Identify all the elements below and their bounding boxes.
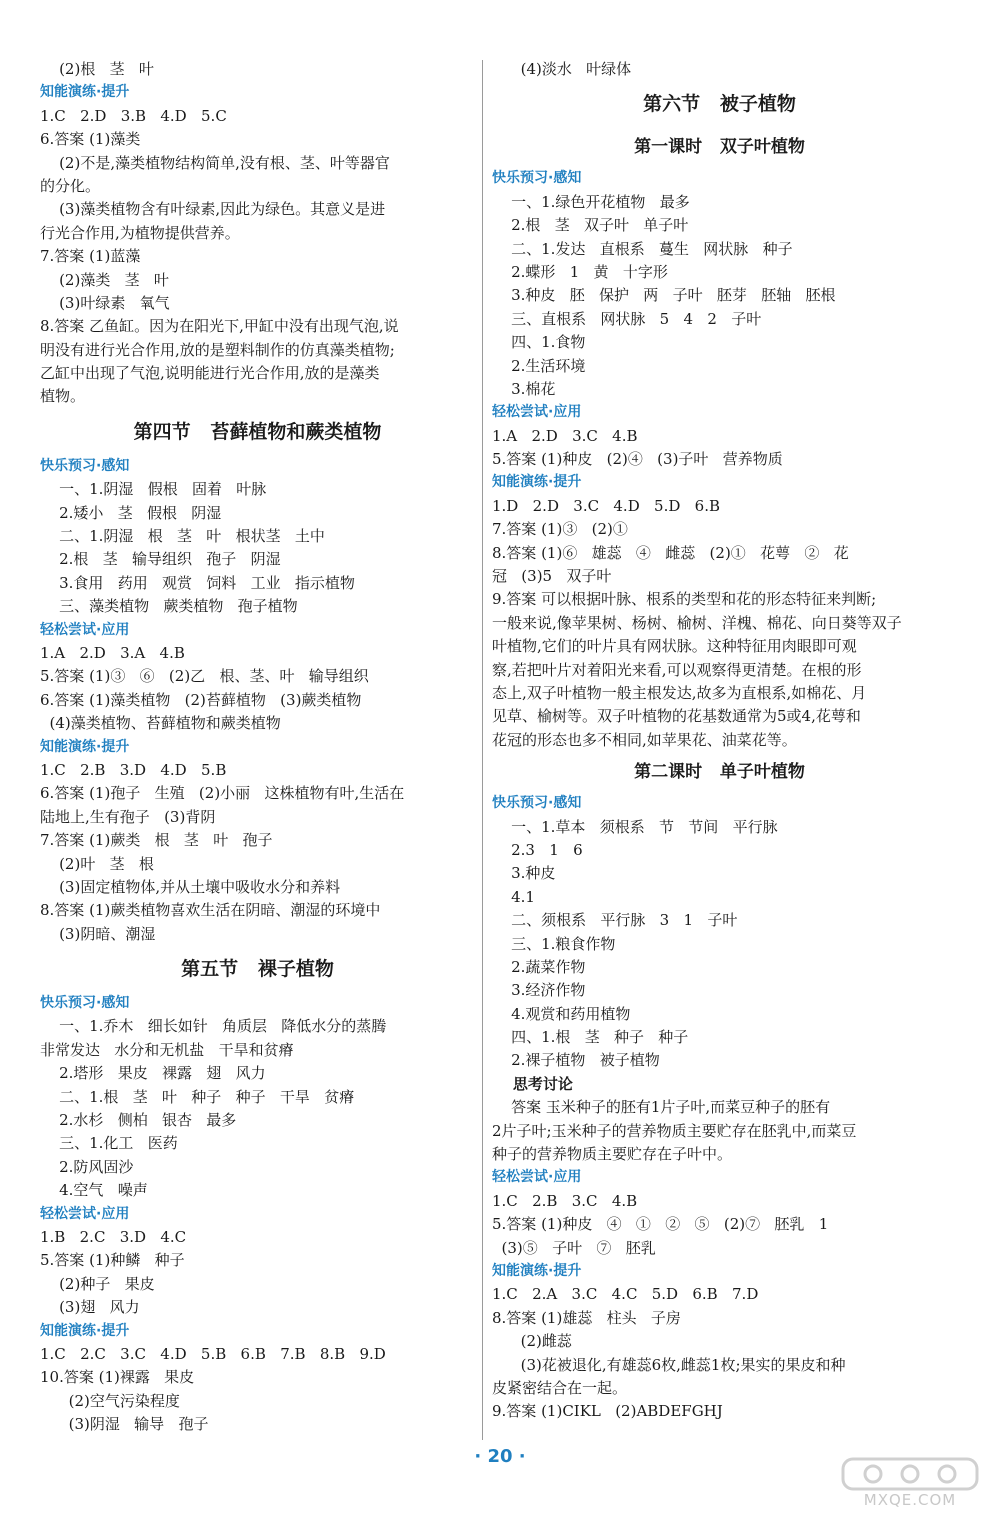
- answer-line: (2)藻类 茎 叶: [40, 270, 169, 289]
- answer-line: (2)不是,藻类植物结构简单,没有根、茎、叶等器官: [40, 153, 390, 172]
- answer-line: 见草、榆树等。双子叶植物的花基数通常为5或4,花萼和: [492, 707, 861, 726]
- answer-line: (3)⑤ 子叶 ⑦ 胚乳: [492, 1238, 656, 1257]
- answer-line: 2.生活环境: [492, 356, 586, 375]
- answer-line: 陆地上,生有孢子 (3)背阴: [40, 807, 216, 826]
- answer-line: 5.答案 (1)种鳞 种子: [40, 1251, 185, 1270]
- answer-line: 7.答案 (1)③ (2)①: [492, 520, 628, 539]
- answer-line: 7.答案 (1)蕨类 根 茎 叶 孢子: [40, 831, 273, 850]
- answer-line: 2.蝶形 1 黄 十字形: [492, 262, 668, 281]
- section-header: 轻松尝试·应用: [492, 1169, 582, 1186]
- right-column: [492, 58, 947, 1424]
- answer-line: 非常发达 水分和无机盐 干旱和贫瘠: [40, 1040, 294, 1059]
- answer-line: 3.食用 药用 观赏 饲料 工业 指示植物: [40, 573, 355, 592]
- section-header: 快乐预习·感知: [40, 995, 130, 1012]
- answer-line: 态上,双子叶植物一般主根发达,故多为直根系,如棉花、月: [492, 683, 867, 702]
- answer-line: (3)叶绿素 氧气: [40, 293, 170, 312]
- answer-line: 察,若把叶片对着阳光来看,可以观察得更清楚。在根的形: [492, 660, 862, 679]
- answer-line: 三、直根系 网状脉 5 4 2 子叶: [492, 309, 762, 328]
- watermark-text: MXQE.COM: [863, 1491, 957, 1509]
- answer-line: 皮紧密结合在一起。: [492, 1378, 628, 1397]
- answer-line: 1.A 2.D 3.A 4.B: [40, 643, 185, 662]
- section-header: 快乐预习·感知: [40, 457, 130, 474]
- section-header: 轻松尝试·应用: [40, 1205, 130, 1222]
- answer-line: 8.答案 (1)⑥ 雄蕊 ④ 雌蕊 (2)① 花萼 ② 花: [492, 543, 849, 562]
- section-header: 知能演练·提升: [40, 84, 130, 101]
- answer-line: 1.C 2.D 3.B 4.D 5.C: [40, 106, 227, 125]
- answer-line: (3)翅 风力: [40, 1298, 140, 1317]
- answer-line: 答案 玉米种子的胚有1片子叶,而菜豆种子的胚有: [492, 1098, 831, 1117]
- answer-line: (2)雌蕊: [492, 1332, 572, 1351]
- answer-line: 2.塔形 果皮 裸露 翅 风力: [40, 1064, 266, 1083]
- answer-line: 三、藻类植物 蕨类植物 孢子植物: [40, 597, 298, 616]
- answer-line: 二、1.发达 直根系 蔓生 网状脉 种子: [492, 239, 793, 258]
- answer-line: 花冠的形态也多不相同,如苹果花、油菜花等。: [492, 730, 797, 749]
- answer-line: 2.蔬菜作物: [492, 957, 586, 976]
- section-header: 快乐预习·感知: [492, 170, 582, 187]
- lesson-title: 第二课时 单子叶植物: [634, 762, 805, 783]
- answer-line: 2片子叶;玉米种子的营养物质主要贮存在胚乳中,而菜豆: [492, 1121, 857, 1140]
- answer-line: 三、1.粮食作物: [492, 934, 616, 953]
- answer-line: 冠 (3)5 双子叶: [492, 567, 612, 586]
- answer-line: 二、1.阴湿 根 茎 叶 根状茎 土中: [40, 527, 325, 546]
- answer-line: (3)花被退化,有雄蕊6枚,雌蕊1枚;果实的果皮和种: [492, 1355, 846, 1374]
- section-header: 轻松尝试·应用: [40, 621, 130, 638]
- answer-line: 三、1.化工 医药: [40, 1134, 178, 1153]
- answer-line: (3)阴湿 输导 孢子: [40, 1415, 209, 1434]
- left-column: [40, 58, 475, 1436]
- answer-line: 9.答案 (1)CIKL (2)ABDEFGHJ: [492, 1402, 723, 1421]
- section-title: 第四节 苔藓植物和蕨类植物: [133, 420, 382, 443]
- answer-line: 8.答案 (1)雄蕊 柱头 子房: [492, 1308, 681, 1327]
- section-title: 第六节 被子植物: [643, 93, 796, 116]
- answer-line: 3.种皮: [492, 864, 556, 883]
- page-number: · 20 ·: [474, 1446, 526, 1467]
- answer-line: 一般来说,像苹果树、杨树、榆树、洋槐、棉花、向日葵等双子: [492, 613, 902, 632]
- answer-line: 5.答案 (1)③ ⑥ (2)乙 根、茎、叶 输导组织: [40, 667, 369, 686]
- answer-line: 4.观赏和药用植物: [492, 1004, 631, 1023]
- answer-line: (3)阴暗、潮湿: [40, 924, 156, 943]
- watermark-logo: [835, 1455, 985, 1517]
- answer-line: 1.B 2.C 3.D 4.C: [40, 1227, 187, 1246]
- answer-line: 一、1.乔木 细长如针 角质层 降低水分的蒸腾: [40, 1017, 387, 1036]
- answer-line: (2)种子 果皮: [40, 1274, 155, 1293]
- answer-line: 8.答案 (1)蕨类植物喜欢生活在阴暗、潮湿的环境中: [40, 901, 381, 920]
- answer-line: 1.C 2.B 3.D 4.D 5.B: [40, 760, 227, 779]
- answer-line: 2.根 茎 双子叶 单子叶: [492, 216, 689, 235]
- answer-line: 一、1.绿色开花植物 最多: [492, 192, 690, 211]
- answer-line: 1.A 2.D 3.C 4.B: [492, 426, 638, 445]
- discussion-label: 思考讨论: [492, 1074, 573, 1093]
- answer-line: 2.水杉 侧柏 银杏 最多: [40, 1111, 237, 1130]
- section-header: 知能演练·提升: [492, 474, 582, 491]
- answer-line: 种子的营养物质主要贮存在子叶中。: [492, 1145, 733, 1164]
- section-header: 快乐预习·感知: [492, 795, 582, 812]
- answer-line: 一、1.草本 须根系 节 节间 平行脉: [492, 817, 778, 836]
- answer-line: 6.答案 (1)孢子 生殖 (2)小丽 这株植物有叶,生活在: [40, 784, 405, 803]
- answer-line: 行光合作用,为植物提供营养。: [40, 223, 240, 242]
- answer-line: 8.答案 乙鱼缸。因为在阳光下,甲缸中没有出现气泡,说: [40, 317, 399, 336]
- answer-line: 2.裸子植物 被子植物: [492, 1051, 660, 1070]
- answer-line: 2.矮小 茎 假根 阴湿: [40, 503, 222, 522]
- section-header: 知能演练·提升: [40, 1322, 130, 1339]
- answer-line: (4)淡水 叶绿体: [492, 60, 632, 78]
- answer-line: 4.1: [492, 887, 535, 906]
- answer-line: 6.答案 (1)藻类植物 (2)苔藓植物 (3)蕨类植物: [40, 690, 362, 709]
- answer-line: 二、1.根 茎 叶 种子 种子 干旱 贫瘠: [40, 1087, 355, 1106]
- answer-line: 的分化。: [40, 176, 101, 195]
- answer-line: 四、1.根 茎 种子 种子: [492, 1028, 689, 1047]
- section-header: 知能演练·提升: [40, 738, 130, 755]
- answer-line: 1.C 2.A 3.C 4.C 5.D 6.B 7.D: [492, 1285, 759, 1304]
- answer-line: (3)藻类植物含有叶绿素,因此为绿色。其意义是进: [40, 200, 386, 219]
- section-header: 知能演练·提升: [492, 1262, 582, 1279]
- answer-line: (2)空气污染程度: [40, 1391, 180, 1410]
- answer-line: 4.空气 噪声: [40, 1181, 148, 1200]
- answer-line: (4)藻类植物、苔藓植物和蕨类植物: [40, 714, 281, 733]
- answer-line: 3.棉花: [492, 379, 556, 398]
- answer-line: (2)根 茎 叶: [40, 60, 154, 78]
- section-header: 轻松尝试·应用: [492, 404, 582, 421]
- answer-line: 10.答案 (1)裸露 果皮: [40, 1368, 195, 1387]
- answer-line: 5.答案 (1)种皮 ④ ① ② ⑤ (2)⑦ 胚乳 1: [492, 1215, 829, 1234]
- answer-line: 7.答案 (1)蓝藻: [40, 247, 141, 266]
- answer-line: 四、1.食物: [492, 333, 586, 352]
- answer-line: 二、须根系 平行脉 3 1 子叶: [492, 911, 738, 930]
- answer-line: 2.3 1 6: [492, 840, 583, 859]
- answer-line: (2)叶 茎 根: [40, 854, 154, 873]
- answer-line: 1.C 2.C 3.C 4.D 5.B 6.B 7.B 8.B 9.D: [40, 1344, 386, 1363]
- answer-line: 6.答案 (1)藻类: [40, 130, 141, 149]
- answer-line: 3.经济作物: [492, 981, 586, 1000]
- answer-line: 1.D 2.D 3.C 4.D 5.D 6.B: [492, 496, 720, 515]
- answer-line: 2.根 茎 输导组织 孢子 阴湿: [40, 550, 281, 569]
- answer-line: 叶植物,它们的叶片具有网状脉。这种特征用肉眼即可观: [492, 637, 857, 656]
- lesson-title: 第一课时 双子叶植物: [634, 137, 805, 158]
- answer-line: 1.C 2.B 3.C 4.B: [492, 1191, 638, 1210]
- answer-line: (3)固定植物体,并从土壤中吸收水分和养料: [40, 877, 341, 896]
- answer-line: 乙缸中出现了气泡,说明能进行光合作用,放的是藻类: [40, 364, 380, 383]
- answer-line: 2.防风固沙: [40, 1157, 134, 1176]
- answer-line: 明没有进行光合作用,放的是塑料制作的仿真藻类植物;: [40, 340, 395, 359]
- answer-line: 植物。: [40, 387, 86, 406]
- answer-line: 3.种皮 胚 保护 两 子叶 胚芽 胚轴 胚根: [492, 286, 836, 305]
- answer-line: 5.答案 (1)种皮 (2)④ (3)子叶 营养物质: [492, 450, 783, 469]
- answer-line: 一、1.阴湿 假根 固着 叶脉: [40, 480, 267, 499]
- column-divider: [482, 60, 483, 1440]
- section-title: 第五节 裸子植物: [181, 958, 334, 981]
- answer-line: 9.答案 可以根据叶脉、根系的类型和花的形态特征来判断;: [492, 590, 877, 609]
